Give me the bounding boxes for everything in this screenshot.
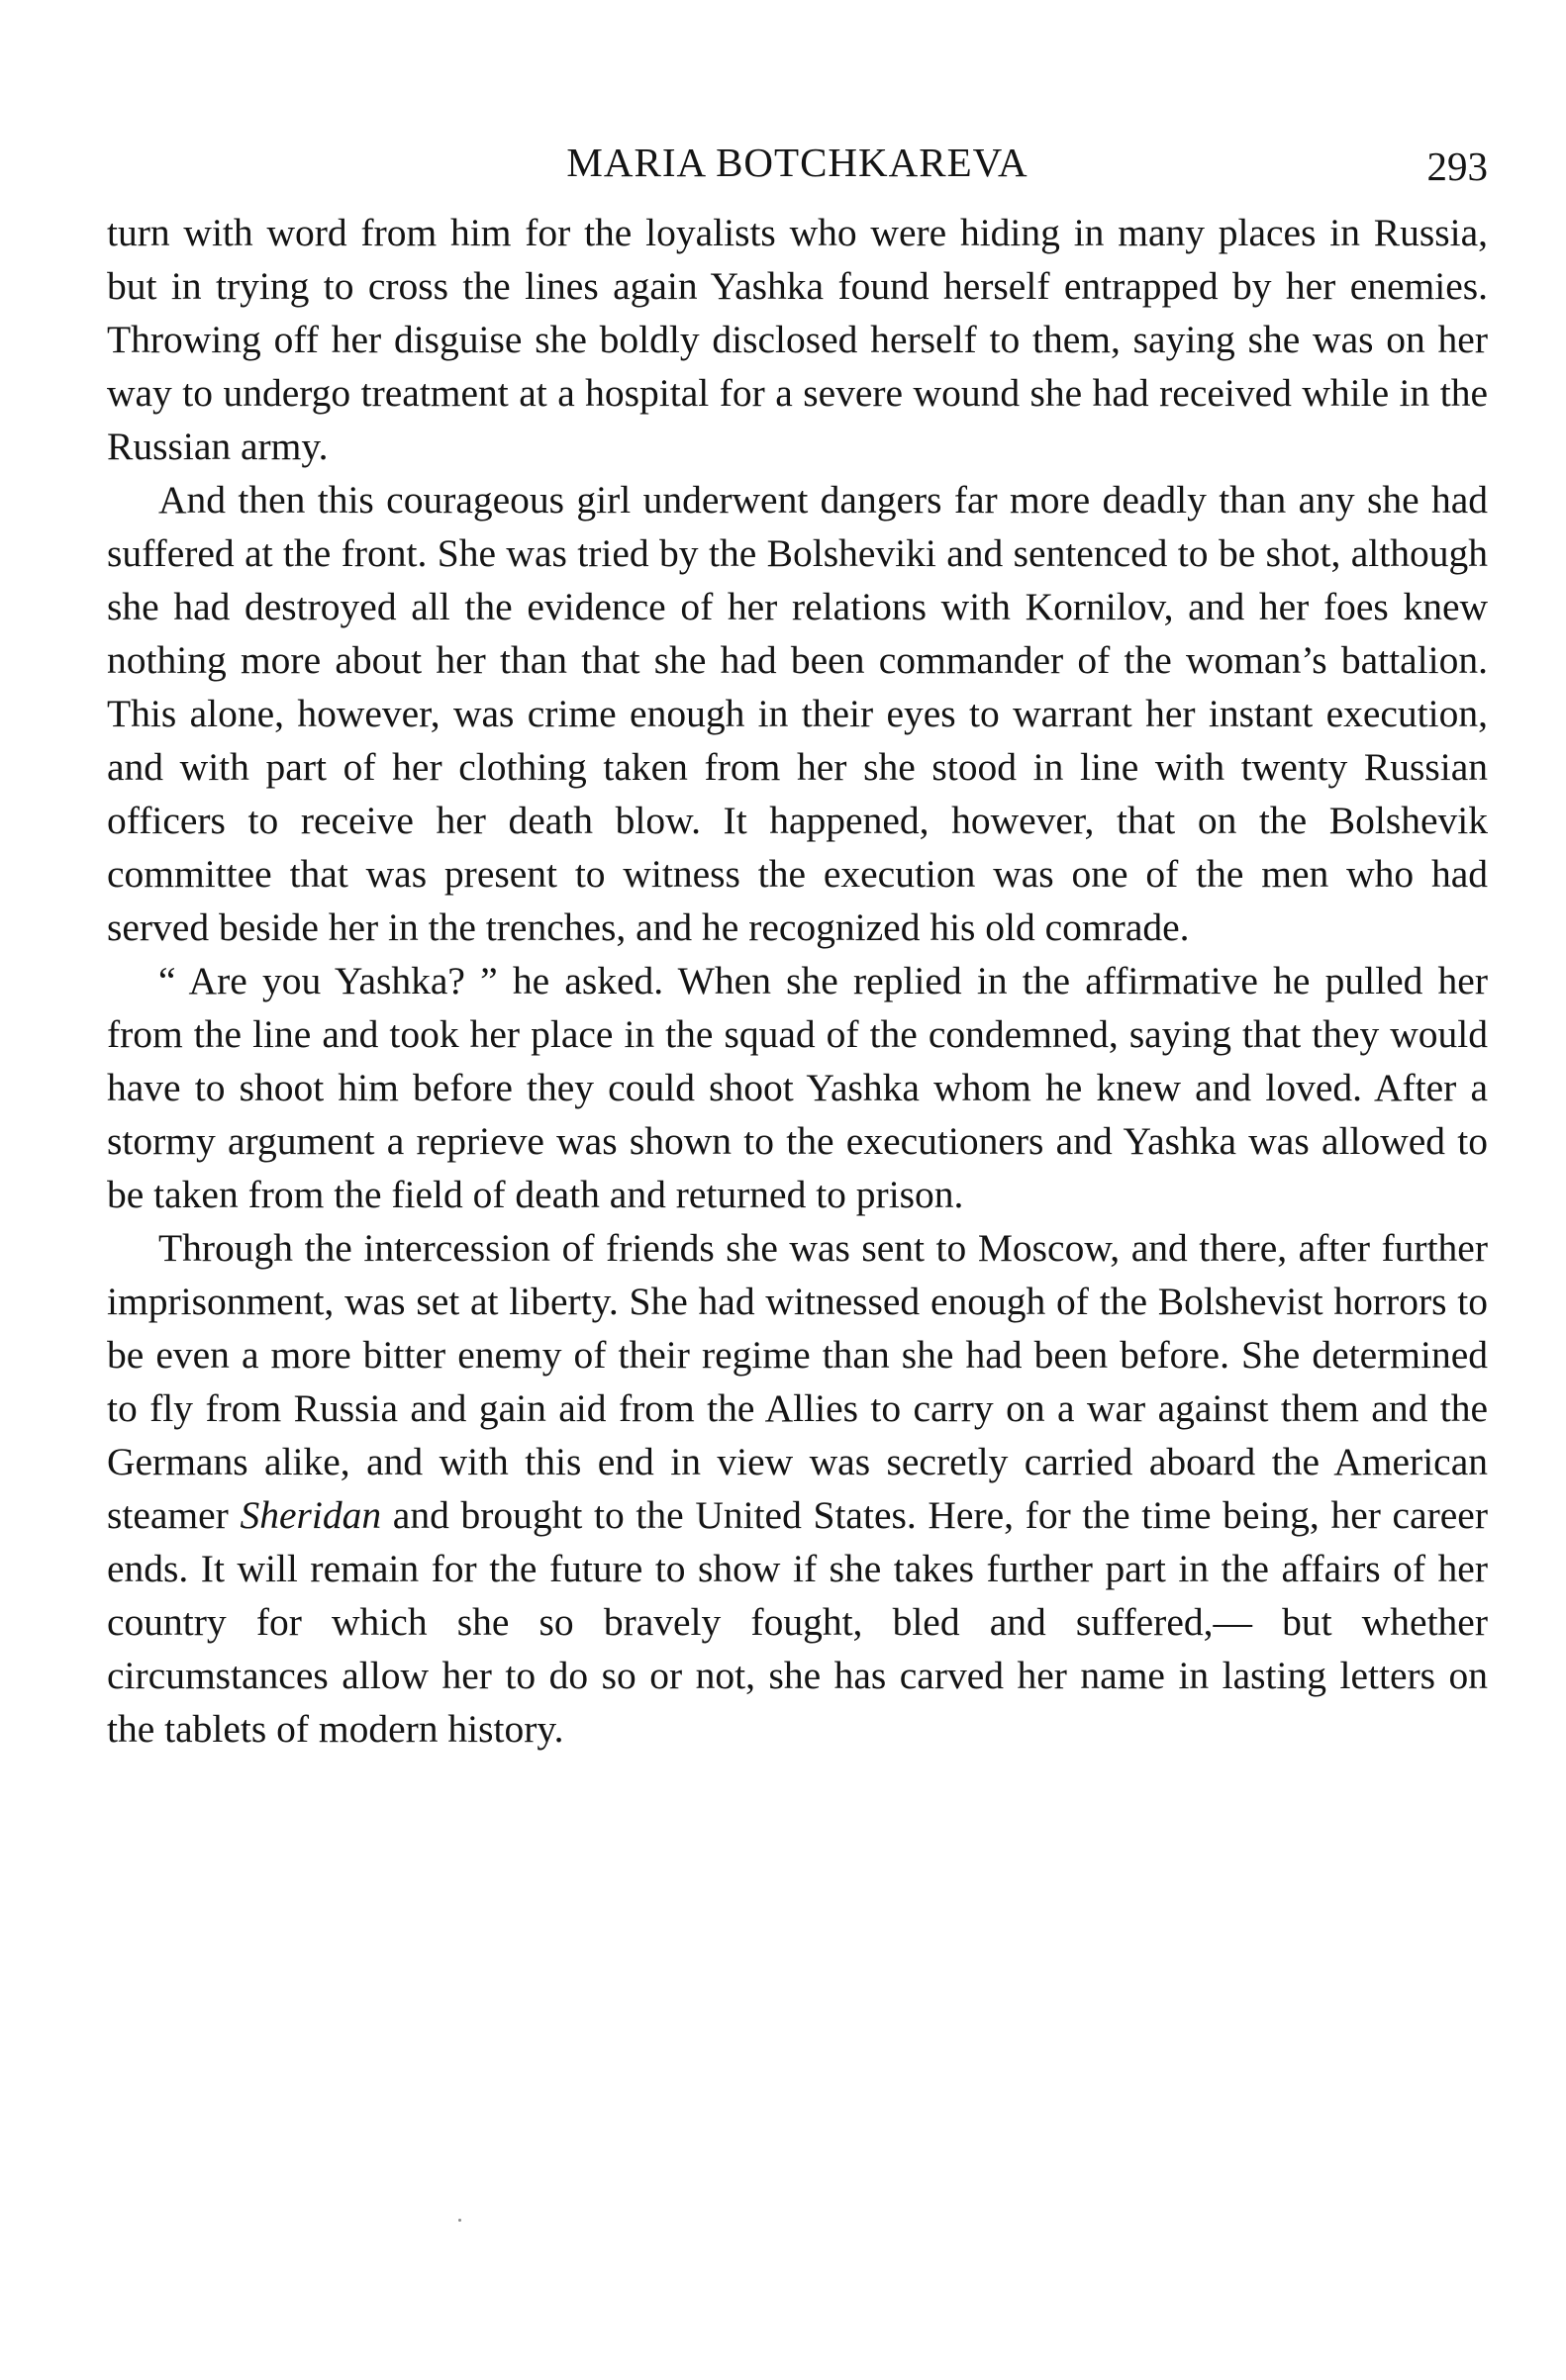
paragraph-2-text: And then this courageous girl underwent dangers far more deadly than any she had suffered at the front. She was tried by the Bolsheviki and sentenced to be shot, although she had destroyed all the evidence of her relations with Kornilov, and her foes knew nothing more about her than that she had been commander of the woman’s battalion. This alone, however, was crime enough in their eyes to warrant her instant execution, and with part of her clothing taken from her she stood in line with twenty Russian officers to receive her death blow. It happened, however, that on the Bolshevik committee that was present to witness the execution was one of the men who had served beside her in the trenches, and he recognized his old comrade. [107, 478, 1488, 949]
paragraph-2 [107, 473, 1488, 954]
body-text [107, 206, 1488, 1756]
running-head [107, 139, 1488, 202]
paragraph-1-text: turn with word from him for the loyalists who were hiding in many places in Russia, but in trying to cross the lines again Yashka found herself entrapped by her enemies. Throwing off her disguise she boldly disclosed herself to them, saying she was on her way to undergo treatment at a hospital for a severe wound she had received while in the Russian army. [107, 211, 1488, 468]
paragraph-3 [107, 954, 1488, 1221]
running-title: MARIA BOTCHKAREVA [566, 140, 1028, 185]
page-number: 293 [1426, 143, 1488, 189]
stray-dot [458, 2219, 461, 2222]
paragraph-4-text-after: and brought to the United States. Here, for the time being, her career ends. It will remain for the future to show if she takes further part in the affairs of her country for which she so bravely fought, bled and suffered,— but whether circumstances allow her to do so or not, she has carved her name in lasting letters on the tablets of modern history. [107, 1493, 1488, 1751]
paragraph-3-text: “ Are you Yashka? ” he asked. When she replied in the affirmative he pulled her from the line and took her place in the squad of the condemned, saying that they would have to shoot him before they could shoot Yashka whom he knew and loved. After a stormy argument a reprieve was shown to the executioners and Yashka was allowed to be taken from the field of death and returned to prison. [107, 959, 1488, 1216]
book-page [107, 139, 1488, 1756]
paragraph-4-text-before: Through the intercession of friends she was sent to Moscow, and there, after further imprisonment, was set at liberty. She had witnessed enough of the Bolshevist horrors to be even a more bitter enemy of their regime than she had been before. She determined to fly from Russia and gain aid from the Allies to carry on a war against them and the Germans alike, and with this end in view was secretly carried aboard the American steamer [107, 1226, 1488, 1537]
paragraph-1 [107, 206, 1488, 473]
paragraph-4 [107, 1221, 1488, 1756]
ship-name: Sheridan [240, 1493, 382, 1537]
